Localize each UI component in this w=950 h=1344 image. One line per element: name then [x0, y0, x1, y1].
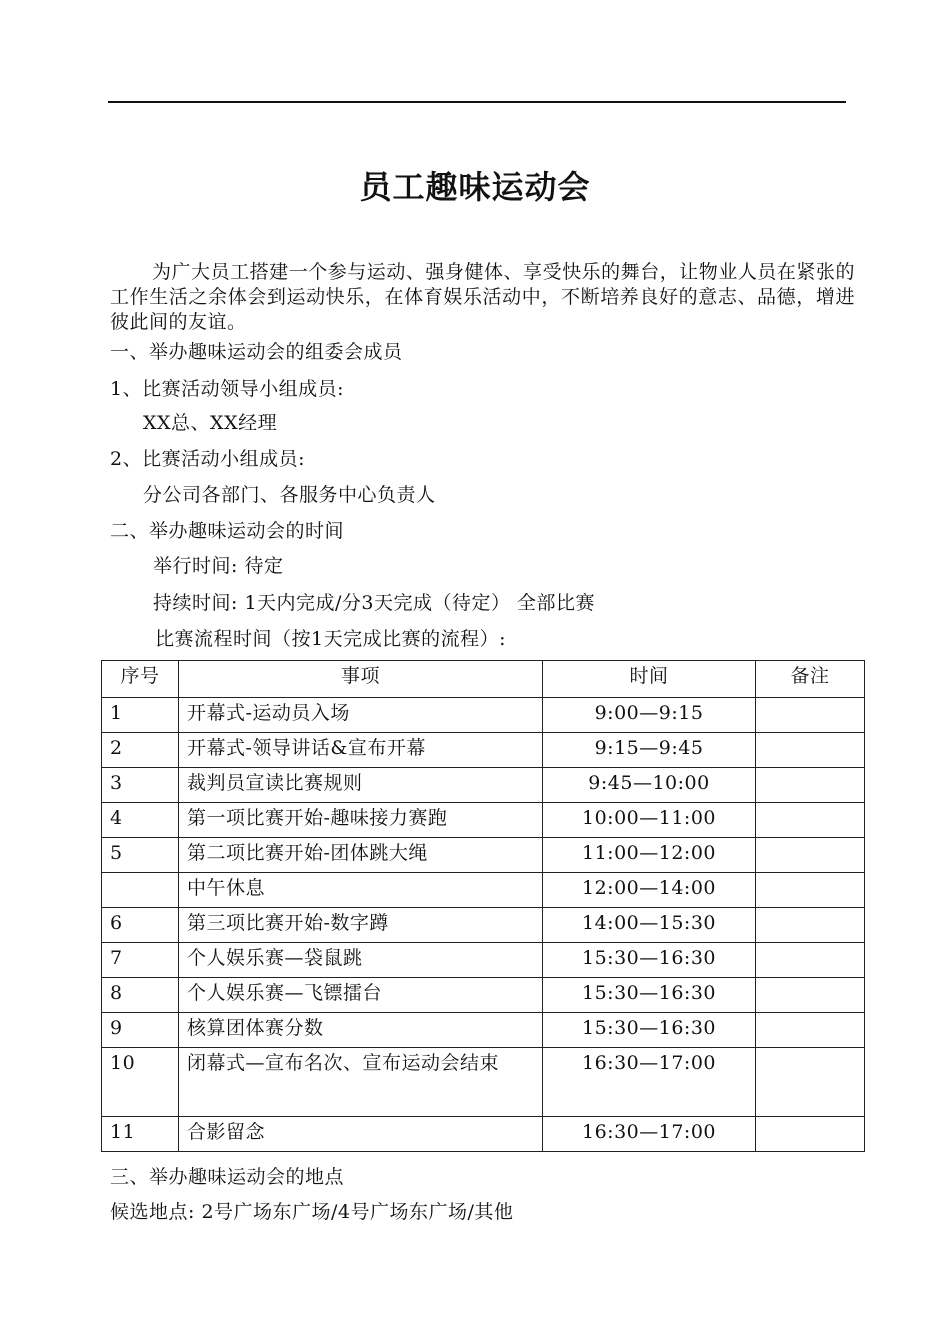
schedule-table [101, 660, 865, 1152]
row-no: 5 [102, 838, 179, 873]
row-no: 9 [102, 1013, 179, 1048]
row-note [756, 698, 865, 733]
table-row [102, 873, 865, 908]
row-time: 16:30—17:00 [543, 1117, 756, 1152]
header-no: 序号 [102, 661, 179, 698]
row-note [756, 1117, 865, 1152]
row-time: 14:00—15:30 [543, 908, 756, 943]
activity-group-members: 分公司各部门、各服务中心负责人 [143, 484, 436, 506]
document-title: 员工趣味运动会 [359, 168, 591, 206]
table-row [102, 698, 865, 733]
row-time: 9:15—9:45 [543, 733, 756, 768]
intro-paragraph: 为广大员工搭建一个参与运动、强身健体、享受快乐的舞台，让物业人员在紧张的工作生活之余体会到运动快乐，在体育娱乐活动中，不断培养良好的意志、品德，增进彼此间的友谊。 [110, 261, 855, 333]
row-item: 合影留念 [179, 1117, 543, 1152]
row-time: 16:30—17:00 [543, 1048, 756, 1117]
row-item: 个人娱乐赛—袋鼠跳 [179, 943, 543, 978]
header-rule [108, 101, 846, 103]
header-time: 时间 [543, 661, 756, 698]
row-note [756, 978, 865, 1013]
row-item: 核算团体赛分数 [179, 1013, 543, 1048]
row-no: 3 [102, 768, 179, 803]
leader-group-label: 1、比赛活动领导小组成员: [110, 378, 344, 400]
section3-heading: 三、举办趣味运动会的地点 [110, 1166, 345, 1188]
row-no: 1 [102, 698, 179, 733]
row-item: 中午休息 [179, 873, 543, 908]
row-item: 开幕式-领导讲话&宣布开幕 [179, 733, 543, 768]
row-item: 第二项比赛开始-团体跳大绳 [179, 838, 543, 873]
row-note [756, 908, 865, 943]
row-note [756, 1013, 865, 1048]
row-item: 第三项比赛开始-数字蹲 [179, 908, 543, 943]
row-note [756, 1048, 865, 1117]
row-time: 11:00—12:00 [543, 838, 756, 873]
row-time: 15:30—16:30 [543, 978, 756, 1013]
row-item: 个人娱乐赛—飞镖擂台 [179, 978, 543, 1013]
candidate-locations: 候选地点: 2号广场东广场/4号广场东广场/其他 [110, 1201, 514, 1223]
row-item: 开幕式-运动员入场 [179, 698, 543, 733]
row-note [756, 943, 865, 978]
row-time: 12:00—14:00 [543, 873, 756, 908]
row-time: 15:30—16:30 [543, 1013, 756, 1048]
table-row [102, 1048, 865, 1117]
table-row [102, 978, 865, 1013]
row-time: 15:30—16:30 [543, 943, 756, 978]
table-row [102, 943, 865, 978]
hold-time: 举行时间: 待定 [153, 555, 284, 577]
row-no: 8 [102, 978, 179, 1013]
row-item: 裁判员宣读比赛规则 [179, 768, 543, 803]
row-no: 7 [102, 943, 179, 978]
row-time: 10:00—11:00 [543, 803, 756, 838]
row-item: 第一项比赛开始-趣味接力赛跑 [179, 803, 543, 838]
row-note [756, 873, 865, 908]
duration: 持续时间: 1天内完成/分3天完成（待定） 全部比赛 [153, 592, 596, 614]
table-header-row [102, 661, 865, 698]
row-no: 11 [102, 1117, 179, 1152]
row-item: 闭幕式—宣布名次、宣布运动会结束 [179, 1048, 543, 1117]
row-no: 4 [102, 803, 179, 838]
row-time: 9:45—10:00 [543, 768, 756, 803]
leader-group-members: XX总、XX经理 [143, 412, 278, 434]
row-no: 6 [102, 908, 179, 943]
section2-heading: 二、举办趣味运动会的时间 [110, 520, 345, 542]
row-time: 9:00—9:15 [543, 698, 756, 733]
table-row [102, 908, 865, 943]
row-note [756, 733, 865, 768]
row-no: 2 [102, 733, 179, 768]
row-no [102, 873, 179, 908]
table-row [102, 768, 865, 803]
row-note [756, 768, 865, 803]
table-row [102, 1117, 865, 1152]
row-note [756, 838, 865, 873]
activity-group-label: 2、比赛活动小组成员: [110, 448, 305, 470]
table-row [102, 803, 865, 838]
flow-caption: 比赛流程时间（按1天完成比赛的流程）: [155, 628, 506, 650]
row-no: 10 [102, 1048, 179, 1117]
row-note [756, 803, 865, 838]
header-note: 备注 [756, 661, 865, 698]
table-row [102, 838, 865, 873]
table-row [102, 733, 865, 768]
table-row [102, 1013, 865, 1048]
header-item: 事项 [179, 661, 543, 698]
section1-heading: 一、举办趣味运动会的组委会成员 [110, 341, 403, 363]
